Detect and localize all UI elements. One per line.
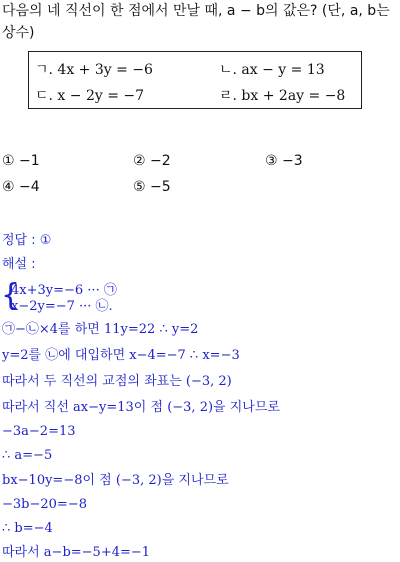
explanation-heading: 해설 : xyxy=(2,257,36,272)
choice-4[interactable]: ④ −4 xyxy=(2,179,40,195)
solution-step-2: y=2를 ㉡에 대입하면 x−4=−7 ∴ x=−3 xyxy=(2,348,240,363)
choice-3[interactable]: ③ −3 xyxy=(265,153,303,169)
system-brace: { xyxy=(1,278,21,313)
solution-step-10: 따라서 a−b=−5+4=−1 xyxy=(2,545,151,560)
choice-2[interactable]: ② −2 xyxy=(133,153,171,169)
solution-step-8: −3b−20=−8 xyxy=(2,497,87,512)
equation-d: ㄷ. x − 2y = −7 xyxy=(35,88,145,104)
solution-step-6: ∴ a=−5 xyxy=(2,448,53,463)
equation-r: ㄹ. bx + 2ay = −8 xyxy=(219,88,346,104)
equation-g: ㄱ. 4x + 3y = −6 xyxy=(35,62,153,78)
solution-step-3: 따라서 두 직선의 교점의 좌표는 (−3, 2) xyxy=(2,374,232,389)
solution-step-1: ㉠−㉡×4를 하면 11y=22 ∴ y=2 xyxy=(2,322,199,337)
answer-line: 정답 : ① xyxy=(2,233,52,248)
question-line-2: 상수) xyxy=(2,25,35,41)
solution-step-7: bx−10y=−8이 점 (−3, 2)을 지나므로 xyxy=(2,473,229,488)
choice-5[interactable]: ⑤ −5 xyxy=(133,179,171,195)
solution-step-5: −3a−2=13 xyxy=(2,424,76,439)
solution-step-4: 따라서 직선 ax−y=13이 점 (−3, 2)을 지나므로 xyxy=(2,400,280,415)
solution-step-9: ∴ b=−4 xyxy=(2,521,53,536)
question-line-1: 다음의 네 직선이 한 점에서 만날 때, a − b의 값은? (단, a, b는 xyxy=(2,3,390,19)
system-equation-1: 4x+3y=−6 ··· ㉠ xyxy=(11,283,117,298)
choice-1[interactable]: ① −1 xyxy=(2,153,40,169)
equations-box xyxy=(28,51,362,109)
equation-n: ㄴ. ax − y = 13 xyxy=(219,62,325,78)
system-equation-2: x−2y=−7 ··· ㉡. xyxy=(11,299,113,314)
